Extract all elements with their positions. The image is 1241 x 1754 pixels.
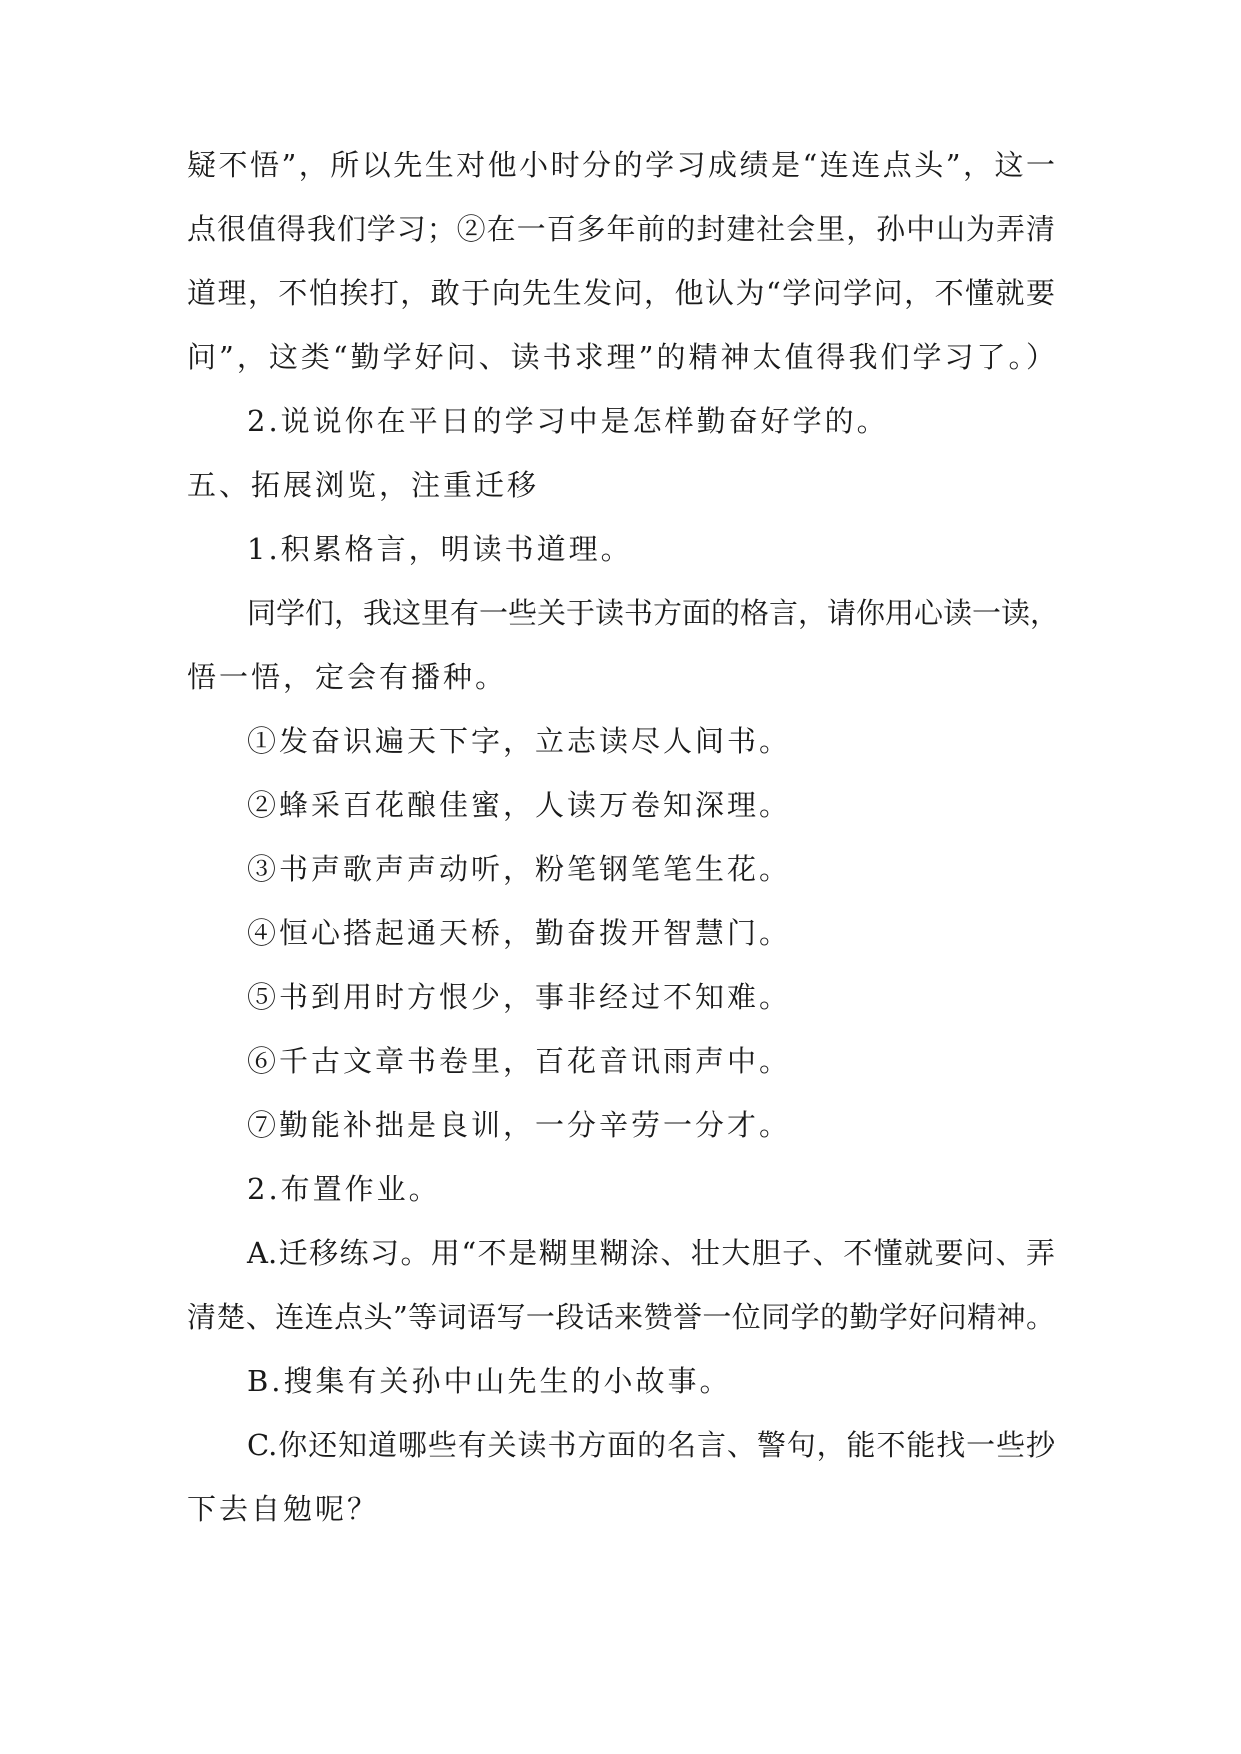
- quote-item: ④恒心搭起通天桥，勤奋拨开智慧门。: [247, 916, 792, 950]
- quote-item: ⑦勤能补拙是良训，一分辛劳一分才。: [247, 1108, 792, 1142]
- quote-item: ⑥千古文章书卷里，百花音讯雨声中。: [247, 1044, 792, 1078]
- list-item: 1.积累格言，明读书道理。: [247, 532, 633, 566]
- quote-item: ②蜂采百花酿佳蜜，人读万卷知深理。: [247, 788, 792, 822]
- homework-item: A.迁移练习。用“不是糊里糊涂、壮大胆子、不懂就要问、弄: [247, 1236, 1055, 1270]
- homework-item-continued: 清楚、连连点头”等词语写一段话来赞誉一位同学的勤学好问精神。: [187, 1300, 1055, 1334]
- paragraph-line: 同学们，我这里有一些关于读书方面的格言，请你用心读一读，: [247, 596, 1060, 630]
- paragraph-line: 疑不悟”，所以先生对他小时分的学习成绩是“连连点头”，这一: [187, 148, 1055, 182]
- quote-item: ①发奋识遍天下字，立志读尽人间书。: [247, 724, 792, 758]
- quote-item: ③书声歌声声动听，粉笔钢笔笔生花。: [247, 852, 792, 886]
- paragraph-line: 问”，这类“勤学好问、读书求理”的精神太值得我们学习了。）: [187, 340, 1055, 374]
- question-item: 2.说说你在平日的学习中是怎样勤奋好学的。: [247, 404, 889, 438]
- paragraph-line: 点很值得我们学习；②在一百多年前的封建社会里，孙中山为弄清: [187, 212, 1055, 246]
- paragraph-line: 道理，不怕挨打，敢于向先生发问，他认为“学问学问，不懂就要: [187, 276, 1055, 310]
- section-heading: 五、拓展浏览，注重迁移: [187, 468, 540, 502]
- paragraph-line: 悟一悟，定会有播种。: [187, 660, 508, 694]
- homework-item: B.搜集有关孙中山先生的小故事。: [247, 1364, 732, 1398]
- list-item: 2.布置作业。: [247, 1172, 441, 1206]
- homework-item: C.你还知道哪些有关读书方面的名言、警句，能不能找一些抄: [247, 1428, 1055, 1462]
- homework-item-continued: 下去自勉呢？: [187, 1492, 380, 1526]
- quote-item: ⑤书到用时方恨少，事非经过不知难。: [247, 980, 792, 1014]
